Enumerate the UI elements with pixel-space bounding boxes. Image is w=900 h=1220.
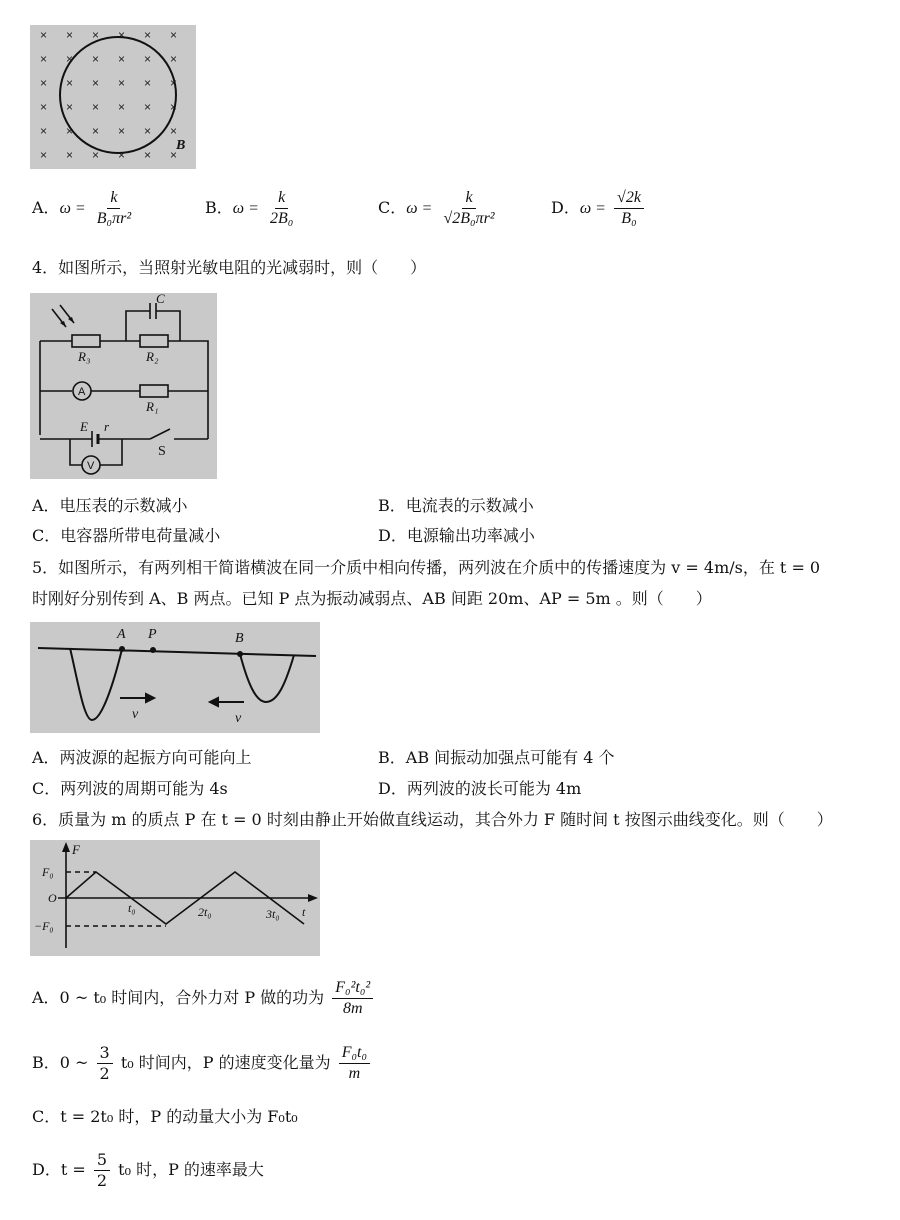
label-t0: t₀ <box>128 901 136 915</box>
voltmeter-label: V <box>87 460 95 472</box>
q3-option-a: A．ω = $\frac{k}{\text{B₀πr²}}$ <box>32 189 132 227</box>
q5-option-a: A．两波源的起振方向可能向上 <box>32 748 252 767</box>
field-x-mark: × <box>92 28 100 42</box>
point-a <box>119 646 125 652</box>
q4-option-d: D．电源输出功率减小 <box>378 526 535 545</box>
q4-option-b: B．电流表的示数减小 <box>378 496 534 515</box>
q5-option-c: C．两列波的周期可能为 4s <box>32 779 228 798</box>
wave-a <box>70 648 122 720</box>
axis-t: t <box>302 905 306 919</box>
label-r: r <box>104 419 110 434</box>
field-x-mark: × <box>92 100 100 114</box>
field-x-mark: × <box>66 148 74 162</box>
label-r2: R₂ <box>146 349 159 364</box>
field-x-mark: × <box>118 124 126 138</box>
wave-svg <box>30 622 320 733</box>
field-x-mark: × <box>144 76 152 90</box>
q3-option-c: C．ω = $\frac{k}{\text{√2B₀πr²}}$ <box>378 189 495 227</box>
label-v-right: v <box>132 707 139 722</box>
field-x-mark: × <box>40 76 48 90</box>
wave-b <box>240 654 294 702</box>
field-x-mark: × <box>144 52 152 66</box>
field-x-mark: × <box>40 52 48 66</box>
point-b <box>237 651 243 657</box>
field-x-mark: × <box>92 52 100 66</box>
circuit-figure <box>30 293 217 479</box>
field-x-mark: × <box>170 124 178 138</box>
field-x-mark: × <box>118 52 126 66</box>
label-2t0: 2t₀ <box>198 905 212 919</box>
q5-option-b: B．AB 间振动加强点可能有 4 个 <box>378 748 615 767</box>
label-3t0: 3t₀ <box>266 907 280 921</box>
magnetic-field-svg <box>30 25 196 169</box>
field-x-mark: × <box>170 76 178 90</box>
field-x-mark: × <box>66 100 74 114</box>
field-x-mark: × <box>144 28 152 42</box>
label-a: A <box>117 627 126 642</box>
q5-stem-line2: 时刚好分别传到 A、B 两点。已知 P 点为振动减弱点、AB 间距 20m、AP = 5m 。则（ ） <box>32 589 712 608</box>
force-time-svg <box>30 840 320 956</box>
field-x-mark: × <box>66 52 74 66</box>
q6-option-b: B．0 ~ $\frac{3}{2}$ t₀ 时间内，P 的速度变化量为 $\frac{\text{F₀t₀}}{m}$ <box>32 1043 373 1084</box>
field-x-mark: × <box>118 76 126 90</box>
field-x-mark: × <box>118 28 126 42</box>
field-x-mark: × <box>40 100 48 114</box>
field-x-mark: × <box>66 28 74 42</box>
point-p <box>150 647 156 653</box>
label-c: C <box>156 293 165 306</box>
force-time-figure <box>30 840 320 956</box>
field-x-mark: × <box>170 100 178 114</box>
field-x-mark: × <box>144 148 152 162</box>
label-r3: R₃ <box>78 349 91 364</box>
field-x-mark: × <box>144 100 152 114</box>
ammeter-label: A <box>78 386 86 398</box>
q5-option-d: D．两列波的波长可能为 4m <box>378 779 582 798</box>
label-neg-f0: −F₀ <box>34 919 54 933</box>
q4-stem: 4．如图所示，当照射光敏电阻的光减弱时，则（ ） <box>32 258 427 277</box>
field-x-mark: × <box>40 28 48 42</box>
q6-option-a: A．0 ~ t₀ 时间内，合外力对 P 做的功为 $\frac{\text{F₀²t₀²}}{8m}$ <box>32 978 376 1019</box>
field-x-mark: × <box>118 100 126 114</box>
q4-option-a: A．电压表的示数减小 <box>32 496 188 515</box>
label-v-left: v <box>235 711 242 726</box>
field-x-mark: × <box>66 76 74 90</box>
q4-option-c: C．电容器所带电荷量减小 <box>32 526 221 545</box>
label-e: E <box>80 419 88 434</box>
label-r1: R₁ <box>146 399 159 414</box>
field-x-mark: × <box>170 52 178 66</box>
magnetic-field-figure <box>30 25 196 169</box>
label-origin: O <box>48 891 57 905</box>
axis-f: F <box>72 842 80 857</box>
field-x-mark: × <box>66 124 74 138</box>
field-x-mark: × <box>92 76 100 90</box>
q6-stem: 6．质量为 m 的质点 P 在 t = 0 时刻由静止开始做直线运动，其合外力 F 随时间 t 按图示曲线变化。则（ ） <box>32 810 833 829</box>
q3-option-d: D．ω = $\frac{√2k}{\text{B₀}}$ <box>551 188 647 229</box>
field-x-mark: × <box>40 148 48 162</box>
field-x-mark: × <box>40 124 48 138</box>
label-p: P <box>148 627 157 642</box>
wave-figure <box>30 622 320 733</box>
q5-stem-line1: 5．如图所示，有两列相干简谐横波在同一介质中相向传播，两列波在介质中的传播速度为 v = 4m/s，在 t = 0 <box>32 558 821 577</box>
field-x-mark: × <box>92 148 100 162</box>
field-x-mark: × <box>144 124 152 138</box>
field-x-mark: × <box>170 148 178 162</box>
label-f0: F₀ <box>42 865 54 879</box>
switch-label: S <box>158 444 166 459</box>
field-x-mark: × <box>92 124 100 138</box>
q6-option-d: D．t = $\frac{5}{2}$ t₀ 时，P 的速率最大 <box>32 1150 264 1190</box>
circuit-svg <box>30 293 217 479</box>
field-x-mark: × <box>118 148 126 162</box>
field-x-mark: × <box>170 28 178 42</box>
label-b: B <box>235 631 244 646</box>
field-label-b: B <box>176 138 186 153</box>
q6-option-c: C．t = 2t₀ 时，P 的动量大小为 F₀t₀ <box>32 1107 298 1126</box>
q3-option-b: B．ω = $\frac{k}{\text{2B₀}}$ <box>205 189 294 227</box>
